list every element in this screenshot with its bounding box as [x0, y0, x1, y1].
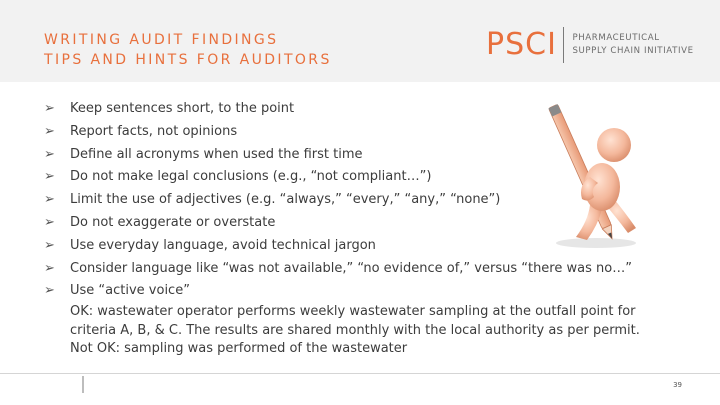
logo-divider [563, 27, 565, 63]
title-line-2: TIPS AND HINTS FOR AUDITORS [44, 52, 332, 68]
list-item-text: Consider language like “was not available,” “no evidence of,” versus “there was no…” [70, 260, 632, 276]
arrow-bullet-icon: ➢ [44, 237, 55, 253]
example-not-ok: Not OK: sampling was performed of the wastewater [70, 341, 408, 357]
list-item-text: Keep sentences short, to the point [70, 101, 295, 116]
list-item-text: Use everyday language, avoid technical jargon [70, 237, 376, 253]
psci-logo [486, 26, 694, 64]
title-line-1: WRITING AUDIT FINDINGS [44, 32, 279, 48]
example-ok-line-1: OK: wastewater operator performs weekly wastewater sampling at the outfall point for [70, 304, 636, 320]
arrow-bullet-icon: ➢ [44, 169, 55, 185]
logo-text-line-2: SUPPLY CHAIN INITIATIVE [572, 46, 694, 56]
list-item-text: Use “active voice” [70, 283, 190, 299]
active-voice-example [70, 303, 654, 359]
slide-header [0, 0, 720, 82]
footer-divider [0, 373, 720, 374]
arrow-bullet-icon: ➢ [44, 101, 55, 116]
arrow-bullet-icon: ➢ [44, 192, 55, 208]
slide-title [44, 30, 332, 70]
list-item-text: Do not make legal conclusions (e.g., “not compliant…”) [70, 169, 432, 185]
list-item-text: Limit the use of adjectives (e.g. “always,” “every,” “any,” “none”) [70, 192, 501, 208]
list-item [44, 280, 654, 358]
list-item [44, 258, 654, 281]
list-item-text: Report facts, not opinions [70, 123, 238, 139]
example-ok-line-2: criteria A, B, & C. The results are shared monthly with the local authority as per permit. [70, 322, 640, 338]
logo-text-line-1: PHARMACEUTICAL [572, 33, 660, 43]
page-number: 39 [673, 381, 682, 389]
list-item-text: Do not exaggerate or overstate [70, 214, 276, 230]
arrow-bullet-icon: ➢ [44, 283, 55, 299]
logo-mark: PSCI [486, 27, 557, 62]
arrow-bullet-icon: ➢ [44, 123, 55, 139]
arrow-bullet-icon: ➢ [44, 146, 55, 162]
arrow-bullet-icon: ➢ [44, 260, 55, 276]
footer-tick [82, 376, 84, 393]
list-item-text: Define all acronyms when used the first time [70, 146, 363, 162]
arrow-bullet-icon: ➢ [44, 214, 55, 230]
logo-text [572, 32, 693, 58]
figure-with-pencil-icon [530, 93, 648, 251]
